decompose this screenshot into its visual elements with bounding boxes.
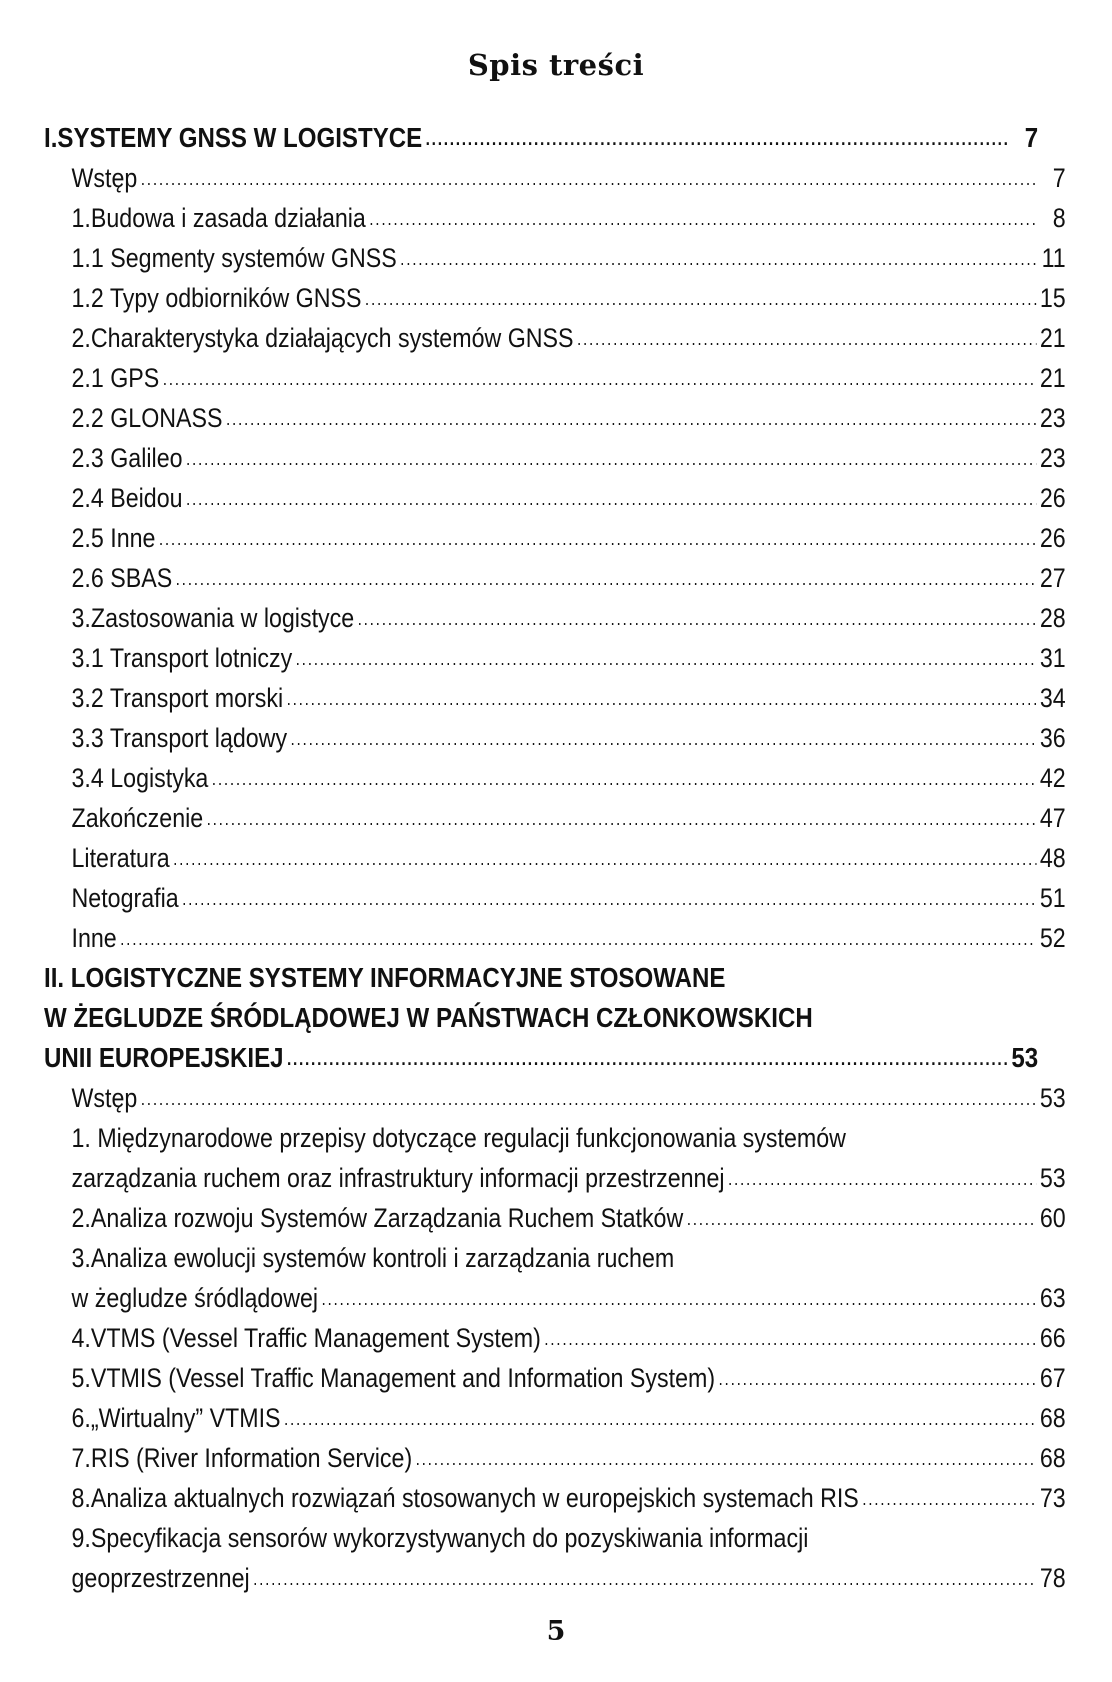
toc-entry-text: Literatura: [71, 843, 170, 873]
toc-entry-text: 1.1 Segmenty systemów GNSS: [71, 243, 397, 273]
section-heading: [44, 118, 1038, 158]
toc-entry: [44, 638, 1066, 678]
toc-entry: [44, 438, 1066, 478]
toc-page-number: 52: [1039, 923, 1066, 953]
dot-leader: [226, 399, 1036, 439]
section-heading: [44, 1038, 1038, 1078]
dot-leader: [176, 559, 1037, 599]
toc-entry-text: 2.Charakterystyka działających systemów GNSS: [71, 323, 574, 353]
toc-page-number: 68: [1039, 1443, 1066, 1473]
dot-leader: [321, 1279, 1036, 1319]
toc-entry: [44, 518, 1066, 558]
dot-leader: [186, 439, 1036, 479]
dot-leader: [291, 719, 1037, 759]
dot-leader: [163, 359, 1037, 399]
toc-page-number: 28: [1039, 603, 1066, 633]
section-heading: [44, 958, 1038, 998]
toc-page-number: 21: [1039, 323, 1066, 353]
toc-entry-text: 2.Analiza rozwoju Systemów Zarządzania Ruchem Statków: [71, 1203, 684, 1233]
toc-entry-text: 1.2 Typy odbiorników GNSS: [71, 283, 362, 313]
toc-entry-text: 4.VTMS (Vessel Traffic Management System): [71, 1323, 541, 1353]
toc-entry-text: Zakończenie: [71, 803, 204, 833]
toc-entry-text: 2.1 GPS: [71, 363, 160, 393]
toc-entry: [44, 918, 1066, 958]
dot-leader: [287, 1039, 1008, 1079]
table-of-contents: [44, 118, 1066, 1598]
page-number: 5: [546, 1616, 566, 1647]
toc-entry: [44, 1158, 1066, 1198]
toc-entry: [44, 1438, 1066, 1478]
toc-entry-text: 8.Analiza aktualnych rozwiązań stosowanych w europejskich systemach RIS: [71, 1483, 859, 1513]
toc-entry-text: 3.2 Transport morski: [71, 683, 284, 713]
dot-leader: [141, 159, 1037, 199]
toc-entry: [44, 1278, 1066, 1318]
toc-entry-text: 2.2 GLONASS: [71, 403, 223, 433]
dot-leader: [358, 599, 1037, 639]
toc-entry: [44, 1478, 1066, 1518]
toc-page-number: 27: [1039, 563, 1066, 593]
toc-entry: [44, 598, 1066, 638]
toc-page-number: 67: [1039, 1363, 1066, 1393]
dot-leader: [159, 519, 1037, 559]
toc-entry-text: Wstęp: [71, 163, 138, 193]
toc-page-number: 66: [1039, 1323, 1066, 1353]
toc-page-number: 78: [1039, 1563, 1066, 1593]
toc-entry-text: I.SYSTEMY GNSS W LOGISTYCE: [44, 122, 423, 153]
dot-leader: [369, 199, 1036, 239]
toc-entry: [44, 1238, 1066, 1278]
toc-entry: [44, 398, 1066, 438]
toc-entry: [44, 1198, 1066, 1238]
toc-entry-text: Netografia: [71, 883, 179, 913]
toc-entry: [44, 678, 1066, 718]
toc-entry-text: w żegludze śródlądowej: [71, 1283, 319, 1313]
toc-entry-text: W ŻEGLUDZE ŚRÓDLĄDOWEJ W PAŃSTWACH CZŁONKOWSKICH: [44, 1002, 813, 1033]
dot-leader: [284, 1399, 1036, 1439]
toc-page-number: 11: [1041, 243, 1066, 273]
toc-page-number: 63: [1039, 1283, 1066, 1313]
toc-entry: [44, 358, 1066, 398]
toc-entry: [44, 758, 1066, 798]
toc-page-number: 42: [1039, 763, 1066, 793]
toc-entry-text: 9.Specyfikacja sensorów wykorzystywanych do pozyskiwania informacji: [71, 1523, 809, 1553]
toc-entry: [44, 278, 1066, 318]
toc-entry-text: 2.6 SBAS: [71, 563, 173, 593]
toc-entry-text: UNII EUROPEJSKIEJ: [44, 1042, 284, 1073]
toc-entry: [44, 1358, 1066, 1398]
toc-page-number: 48: [1039, 843, 1066, 873]
toc-entry-text: 2.5 Inne: [71, 523, 156, 553]
dot-leader: [141, 1079, 1037, 1119]
toc-entry: [44, 798, 1066, 838]
toc-entry-text: 2.4 Beidou: [71, 483, 183, 513]
toc-entry-text: geoprzestrzennej: [71, 1563, 250, 1593]
dot-leader: [253, 1559, 1036, 1599]
dot-leader: [365, 279, 1036, 319]
toc-entry-text: II. LOGISTYCZNE SYSTEMY INFORMACYJNE STOSOWANE: [44, 962, 726, 993]
dot-leader: [296, 639, 1037, 679]
dot-leader: [182, 879, 1036, 919]
dot-leader: [207, 799, 1037, 839]
toc-page-number: 53: [1039, 1083, 1066, 1113]
dot-leader: [416, 1439, 1037, 1479]
toc-entry: [44, 1118, 1066, 1158]
dot-leader: [173, 839, 1036, 879]
toc-page-number: 15: [1039, 283, 1066, 313]
toc-page-number: 23: [1039, 443, 1066, 473]
toc-entry-text: 3.1 Transport lotniczy: [71, 643, 293, 673]
toc-page-number: 8: [1052, 203, 1066, 233]
toc-entry-text: 3.4 Logistyka: [71, 763, 209, 793]
toc-entry: [44, 1558, 1066, 1598]
toc-page-number: 34: [1039, 683, 1066, 713]
section-heading: [44, 998, 1038, 1038]
toc-entry: [44, 1398, 1066, 1438]
toc-entry: [44, 1518, 1066, 1558]
toc-page-number: 51: [1039, 883, 1066, 913]
dot-leader: [400, 239, 1036, 279]
dot-leader: [719, 1359, 1037, 1399]
toc-entry: [44, 238, 1066, 278]
toc-entry-text: Wstęp: [71, 1083, 138, 1113]
page-title: Spis treści: [467, 48, 645, 82]
dot-leader: [577, 319, 1036, 359]
toc-entry-text: 3.Zastosowania w logistyce: [71, 603, 355, 633]
toc-entry-text: 3.Analiza ewolucji systemów kontroli i zarządzania ruchem: [71, 1243, 675, 1273]
toc-entry: [44, 838, 1066, 878]
toc-entry: [44, 478, 1066, 518]
toc-entry-text: 7.RIS (River Information Service): [71, 1443, 413, 1473]
toc-page-number: 23: [1039, 403, 1066, 433]
toc-page-number: 21: [1039, 363, 1066, 393]
dot-leader: [287, 679, 1037, 719]
toc-page-number: 7: [1024, 122, 1039, 153]
toc-entry: [44, 878, 1066, 918]
toc-entry-text: 5.VTMIS (Vessel Traffic Management and Information System): [71, 1363, 716, 1393]
toc-page-number: 26: [1039, 523, 1066, 553]
toc-page-number: 53: [1011, 1042, 1039, 1073]
toc-entry-text: 1.Budowa i zasada działania: [71, 203, 366, 233]
toc-entry: [44, 1318, 1066, 1358]
dot-leader: [120, 919, 1036, 959]
toc-entry: [44, 718, 1066, 758]
toc-entry: [44, 558, 1066, 598]
toc-entry: [44, 198, 1066, 238]
toc-entry-text: zarządzania ruchem oraz infrastruktury informacji przestrzennej: [71, 1163, 725, 1193]
toc-page-number: 47: [1039, 803, 1066, 833]
dot-leader: [728, 1159, 1036, 1199]
toc-entry: [44, 158, 1066, 198]
dot-leader: [186, 479, 1036, 519]
toc-page-number: 68: [1039, 1403, 1066, 1433]
toc-page-number: 53: [1039, 1163, 1066, 1193]
toc-entry: [44, 1078, 1066, 1118]
toc-page-number: 7: [1052, 163, 1066, 193]
toc-entry-text: 6.„Wirtualny” VTMIS: [71, 1403, 281, 1433]
dot-leader: [687, 1199, 1037, 1239]
toc-page-number: 26: [1039, 483, 1066, 513]
dot-leader: [862, 1479, 1036, 1519]
toc-entry: [44, 318, 1066, 358]
toc-page-number: 31: [1039, 643, 1066, 673]
dot-leader: [544, 1319, 1036, 1359]
toc-page-number: 36: [1039, 723, 1066, 753]
toc-entry-text: 2.3 Galileo: [71, 443, 183, 473]
toc-page-number: 60: [1039, 1203, 1066, 1233]
toc-entry-text: 1. Międzynarodowe przepisy dotyczące regulacji funkcjonowania systemów: [71, 1123, 846, 1153]
toc-entry-text: Inne: [71, 923, 117, 953]
dot-leader: [212, 759, 1037, 799]
dot-leader: [426, 119, 1009, 159]
toc-page-number: 73: [1039, 1483, 1066, 1513]
toc-entry-text: 3.3 Transport lądowy: [71, 723, 288, 753]
